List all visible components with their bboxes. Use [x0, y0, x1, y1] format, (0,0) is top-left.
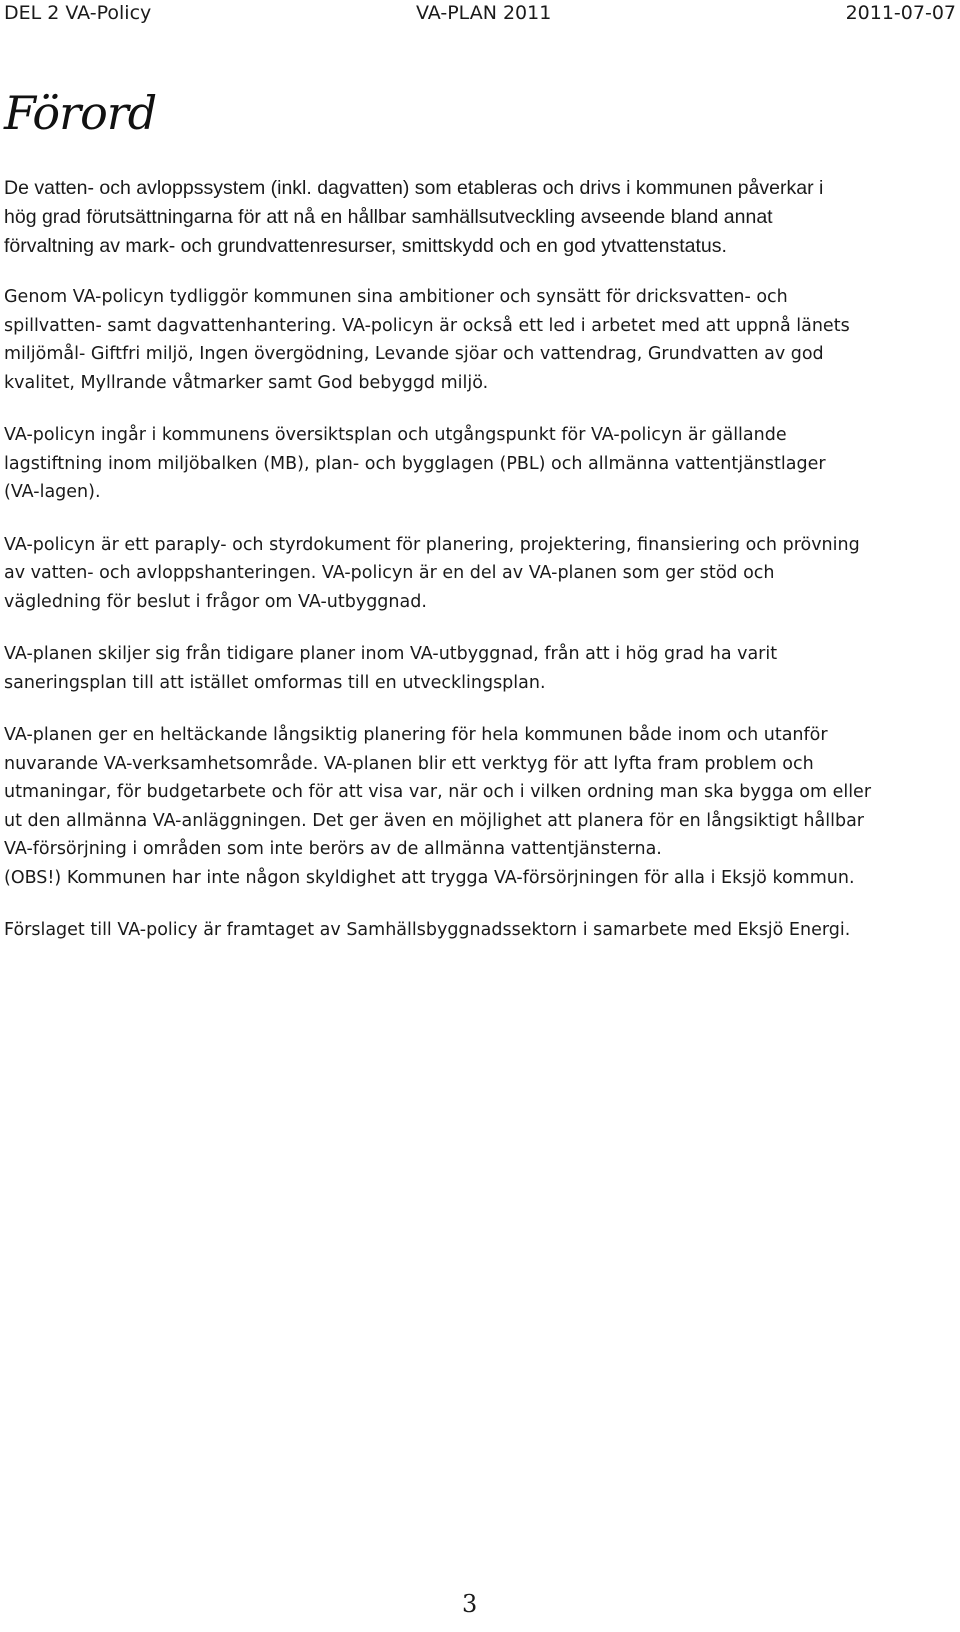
- text-line: lagstiftning inom miljöbalken (MB), plan- och bygglagen (PBL) och allmänna vattentjänstlager: [4, 453, 826, 474]
- page-header: [4, 2, 956, 30]
- text-line: förvaltning av mark- och grundvattenresurser, smittskydd och en god ytvattenstatus.: [4, 235, 727, 257]
- paragraph: [4, 721, 956, 892]
- text-line: nuvarande VA-verksamhetsområde. VA-planen blir ett verktyg för att lyfta fram problem och: [4, 753, 814, 774]
- header-date: 2011-07-07: [845, 2, 956, 24]
- text-line: ut den allmänna VA-anläggningen. Det ger även en möjlighet att planera för en långsiktigt hållbar: [4, 810, 865, 831]
- text-line: De vatten- och avloppssystem (inkl. dagvatten) som etableras och drivs i kommunen påverkar i: [4, 177, 824, 199]
- text-line: (OBS!) Kommunen har inte någon skyldighet att trygga VA-försörjningen för alla i Eksjö kommun.: [4, 867, 855, 888]
- text-line: miljömål- Giftfri miljö, Ingen övergödning, Levande sjöar och vattendrag, Grundvatten av god: [4, 344, 824, 364]
- text-line: spillvatten- samt dagvattenhantering. VA-policyn är också ett led i arbetet med att uppnå länets: [4, 315, 850, 336]
- text-line: (VA-lagen).: [4, 482, 101, 502]
- paragraph: [4, 421, 956, 507]
- text-line: VA-planen ger en heltäckande långsiktig planering för hela kommunen både inom och utanför: [4, 725, 828, 745]
- text-line: vägledning för beslut i frågor om VA-utbyggnad.: [4, 591, 427, 612]
- paragraph: [4, 283, 956, 397]
- text-line: hög grad förutsättningarna för att nå en hållbar samhällsutveckling avseende bland annat: [4, 206, 773, 228]
- paragraph: [4, 640, 956, 697]
- page-number: 3: [462, 1590, 478, 1618]
- text-line: saneringsplan till att istället omformas till en utvecklingsplan.: [4, 672, 546, 693]
- paragraph: [4, 174, 956, 261]
- paragraph: [4, 916, 956, 945]
- text-line: utmaningar, för budgetarbete och för att visa var, när och i vilken ordning man ska bygga om eller: [4, 782, 872, 802]
- text-line: VA-policyn är ett paraply- och styrdokument för planering, projektering, finansiering och prövning: [4, 534, 860, 555]
- text-line: kvalitet, Myllrande våtmarker samt God bebyggd miljö.: [4, 372, 489, 393]
- text-line: av vatten- och avloppshanteringen. VA-policyn är en del av VA-planen som ger stöd och: [4, 563, 775, 583]
- document-body: [4, 174, 956, 969]
- text-line: VA-planen skiljer sig från tidigare planer inom VA-utbyggnad, från att i hög grad ha varit: [4, 644, 778, 664]
- text-line: Förslaget till VA-policy är framtaget av Samhällsbyggnadssektorn i samarbete med Eksjö Energi.: [4, 920, 851, 940]
- text-line: VA-policyn ingår i kommunens översiktsplan och utgångspunkt för VA-policyn är gällande: [4, 425, 787, 445]
- header-section-label: DEL 2 VA-Policy: [4, 2, 152, 24]
- text-line: Genom VA-policyn tydliggör kommunen sina ambitioner och synsätt för dricksvatten- och: [4, 287, 788, 307]
- header-document-title: VA-PLAN 2011: [416, 2, 552, 24]
- paragraph: [4, 531, 956, 617]
- page-title: Förord: [4, 86, 157, 140]
- text-line: VA-försörjning i områden som inte berörs av de allmänna vattentjänsterna.: [4, 839, 662, 859]
